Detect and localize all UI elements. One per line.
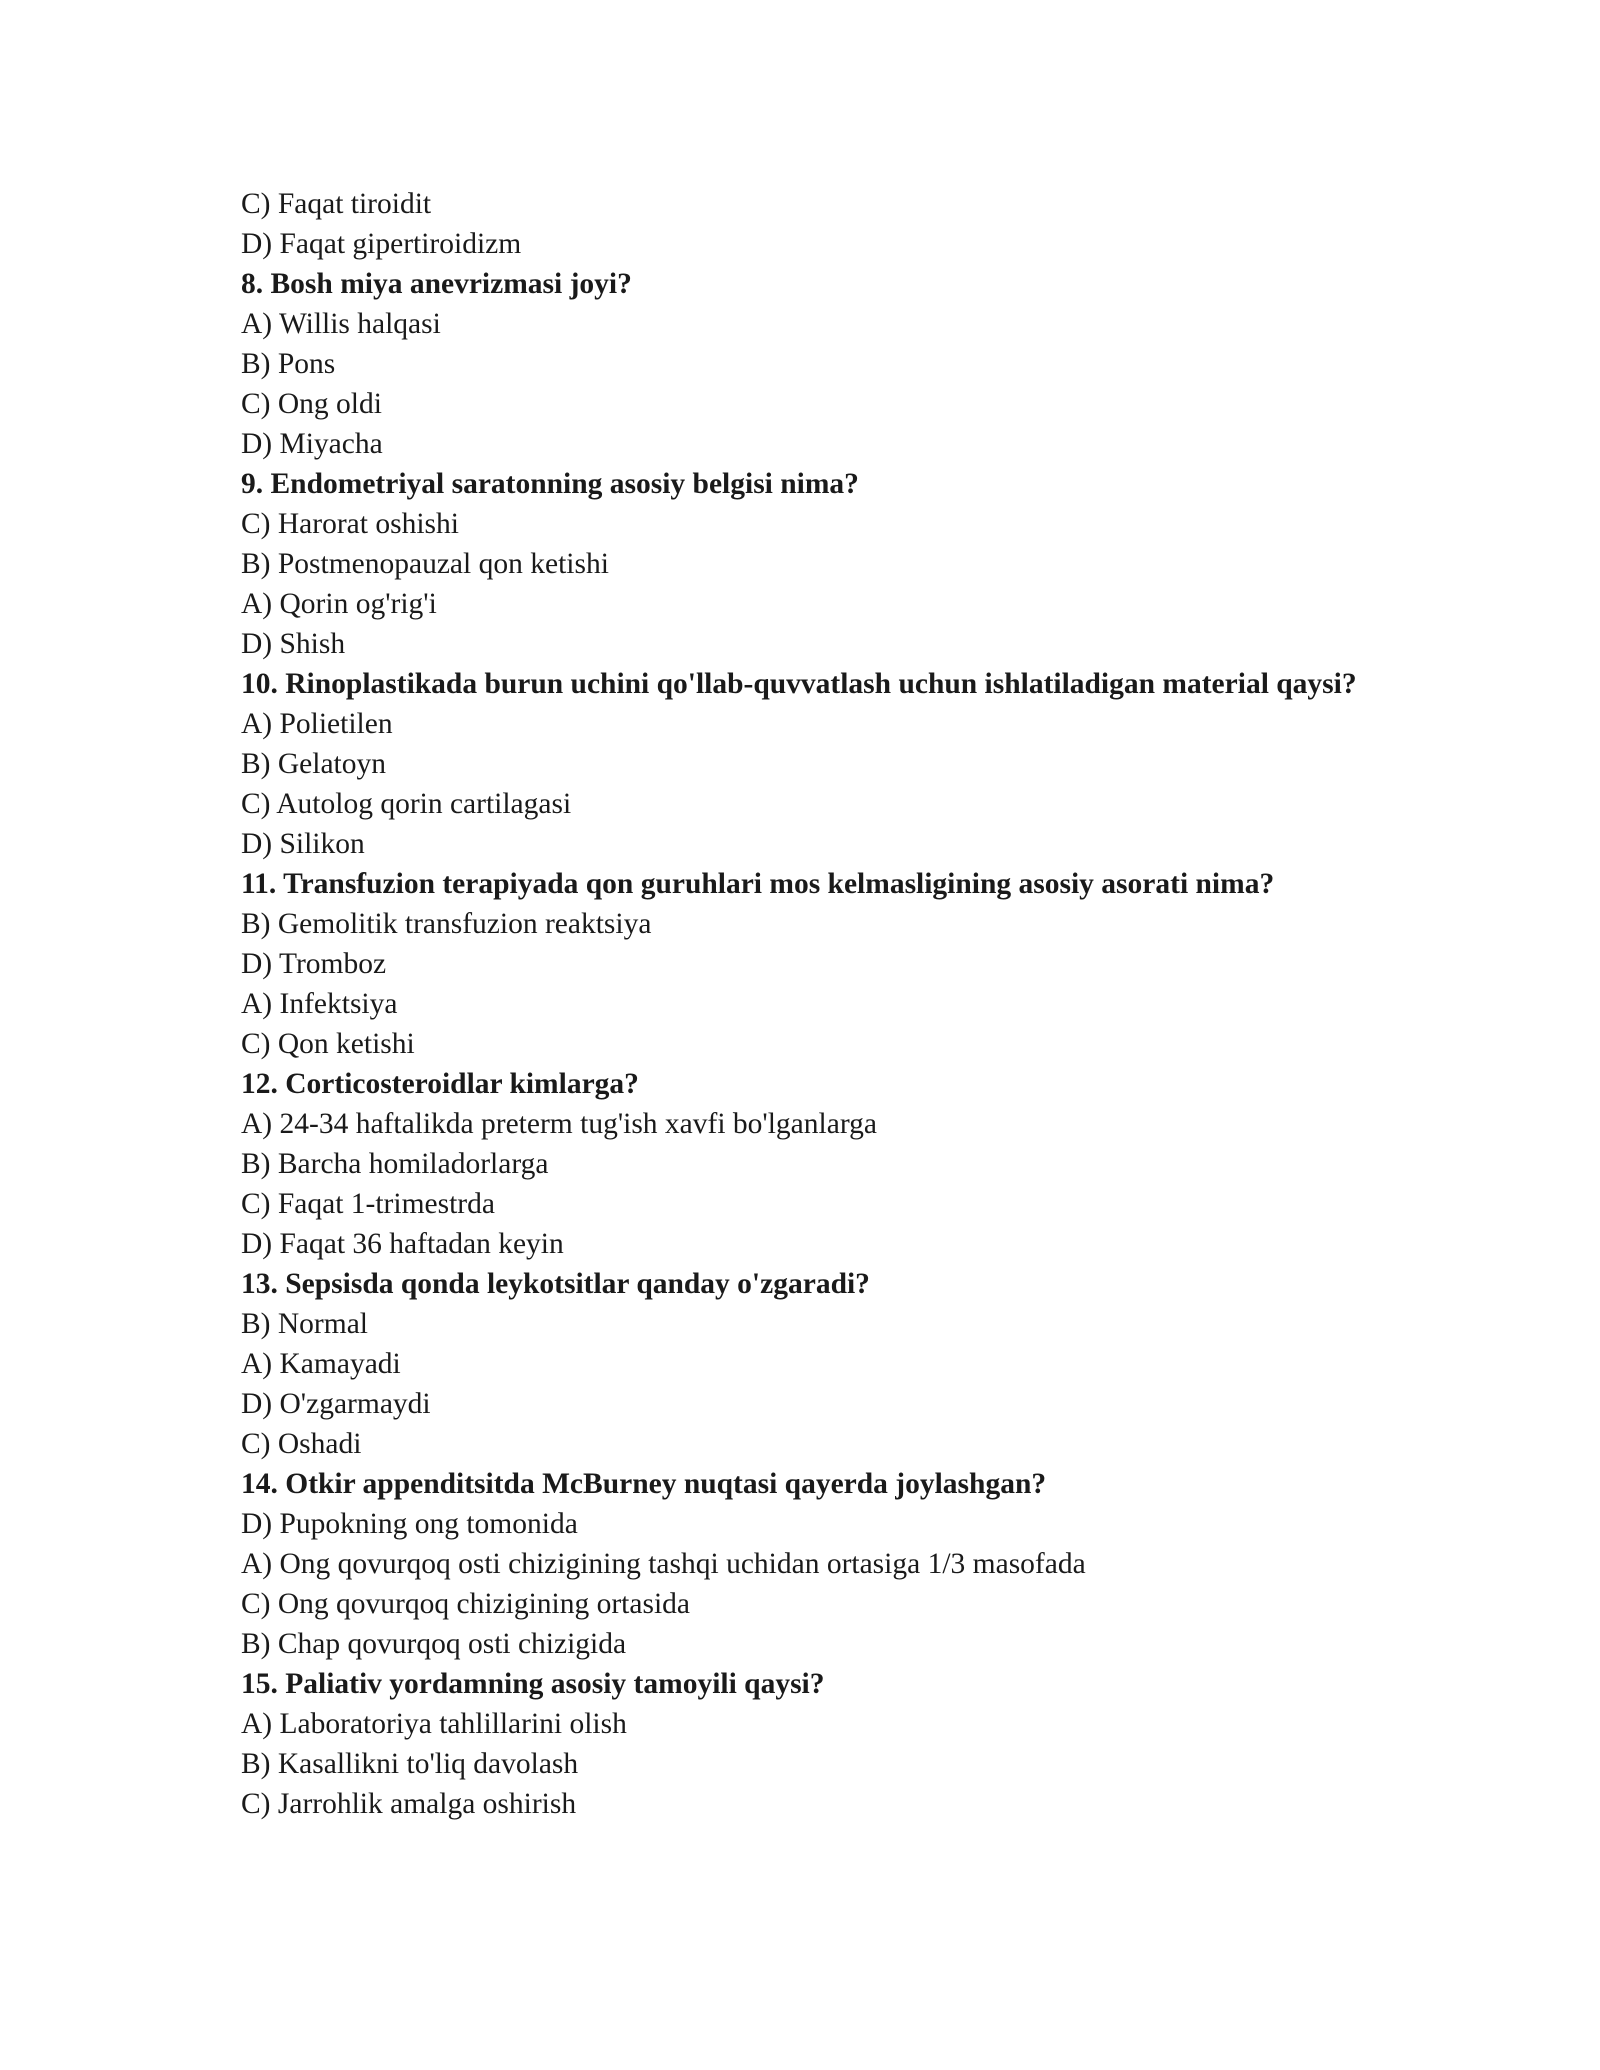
answer-option: A) Willis halqasi (241, 308, 441, 340)
answer-option: A) Qorin og'rig'i (241, 588, 437, 620)
answer-option: C) Faqat 1-trimestrda (241, 1188, 495, 1220)
answer-option: D) Miyacha (241, 428, 383, 460)
answer-option: D) Tromboz (241, 948, 387, 980)
answer-option: D) Silikon (241, 828, 365, 860)
question-text: 9. Endometriyal saratonning asosiy belgisi nima? (241, 468, 859, 500)
question-text: 8. Bosh miya anevrizmasi joyi? (241, 268, 632, 300)
document-page (241, 184, 1371, 1824)
answer-option: C) Ong qovurqoq chizigining ortasida (241, 1588, 690, 1620)
answer-option: C) Ong oldi (241, 388, 382, 420)
answer-option: B) Pons (241, 348, 336, 380)
answer-option: D) Shish (241, 628, 346, 660)
question-text: 15. Paliativ yordamning asosiy tamoyili qaysi? (241, 1668, 825, 1700)
question-text: 11. Transfuzion terapiyada qon guruhlari mos kelmasligining asosiy asorati nima? (241, 868, 1275, 900)
answer-option: A) Polietilen (241, 708, 393, 740)
question-text: 10. Rinoplastikada burun uchini qo'llab-quvvatlash uchun ishlatiladigan material qaysi? (241, 668, 1357, 700)
answer-option: C) Autolog qorin cartilagasi (241, 788, 572, 820)
question-text: 14. Otkir appenditsitda McBurney nuqtasi qayerda joylashgan? (241, 1468, 1047, 1500)
answer-option: A) Ong qovurqoq osti chizigining tashqi uchidan ortasiga 1/3 masofada (241, 1548, 1086, 1580)
answer-option: D) O'zgarmaydi (241, 1388, 431, 1420)
answer-option: C) Oshadi (241, 1428, 362, 1460)
answer-option: D) Faqat gipertiroidizm (241, 228, 522, 260)
answer-option: A) Laboratoriya tahlillarini olish (241, 1708, 627, 1740)
answer-option: B) Barcha homiladorlarga (241, 1148, 549, 1180)
answer-option: B) Chap qovurqoq osti chizigida (241, 1628, 627, 1660)
answer-option: C) Jarrohlik amalga oshirish (241, 1788, 577, 1820)
answer-option: B) Postmenopauzal qon ketishi (241, 548, 609, 580)
answer-option: B) Gemolitik transfuzion reaktsiya (241, 908, 652, 940)
answer-option: D) Faqat 36 haftadan keyin (241, 1228, 564, 1260)
answer-option: B) Normal (241, 1308, 368, 1340)
answer-option: C) Qon ketishi (241, 1028, 415, 1060)
answer-option: A) Kamayadi (241, 1348, 401, 1380)
answer-option: B) Kasallikni to'liq davolash (241, 1748, 579, 1780)
answer-option: B) Gelatoyn (241, 748, 387, 780)
question-text: 13. Sepsisda qonda leykotsitlar qanday o'zgaradi? (241, 1268, 870, 1300)
answer-option: C) Faqat tiroidit (241, 188, 432, 220)
answer-option: D) Pupokning ong tomonida (241, 1508, 578, 1540)
question-text: 12. Corticosteroidlar kimlarga? (241, 1068, 639, 1100)
answer-option: C) Harorat oshishi (241, 508, 459, 540)
answer-option: A) 24-34 haftalikda preterm tug'ish xavfi bo'lganlarga (241, 1108, 877, 1140)
answer-option: A) Infektsiya (241, 988, 398, 1020)
